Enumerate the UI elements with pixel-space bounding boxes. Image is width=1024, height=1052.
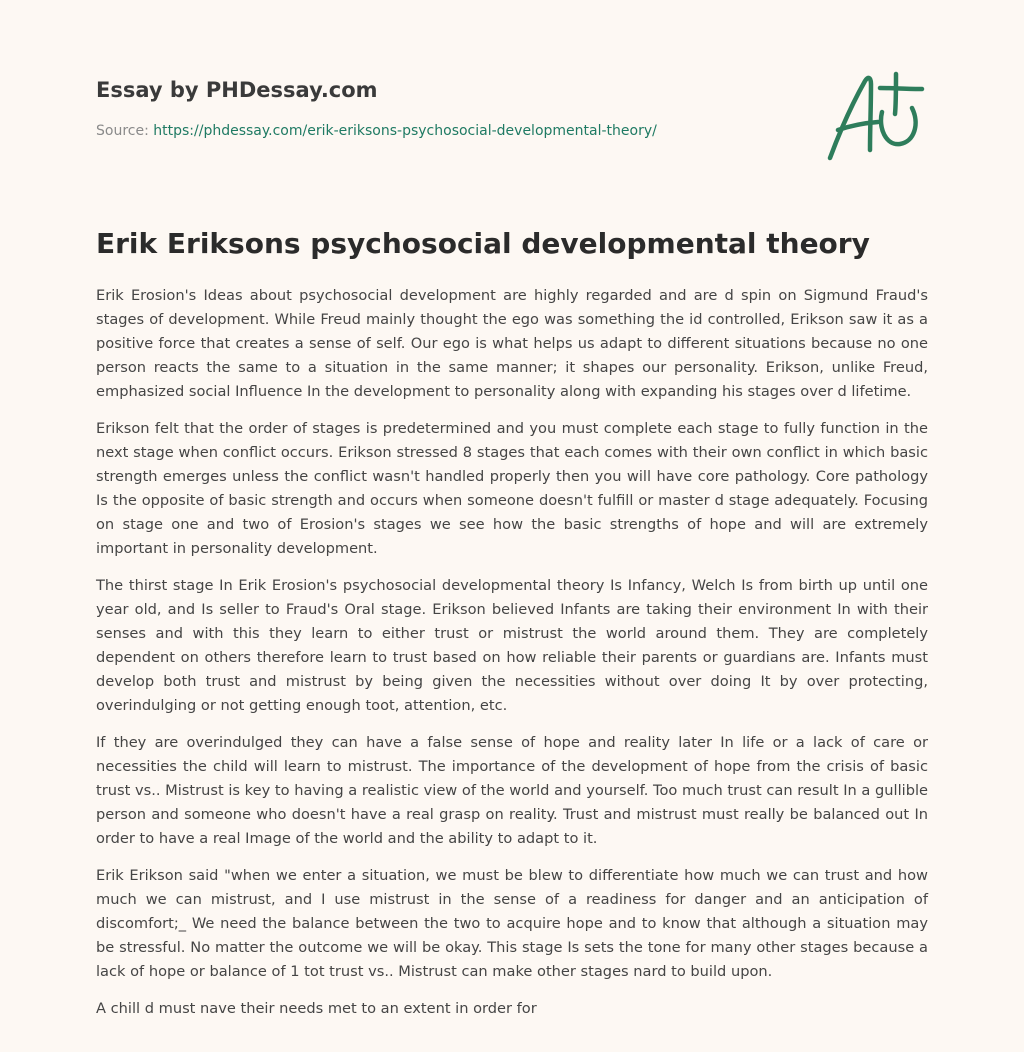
- essay-paragraph: Erikson felt that the order of stages is predetermined and you must complete each stage to fully function in the next stage when conflict occurs. Erikson stressed 8 stages that each comes with their own conflict in which basic strength emerges unless the conflict wasn't handled properly then you will have core pathology. Core pathology Is the opposite of basic strength and occurs when someone doesn't fulfill or master d stage adequately. Focusing on stage one and two of Erosion's stages we see how the basic strengths of hope and will are extremely important in personality development.: [96, 420, 928, 557]
- a-plus-logo-icon: [820, 66, 930, 166]
- essay-paragraph: If they are overindulged they can have a false sense of hope and reality later In life or a lack of care or necessities the child will learn to mistrust. The importance of the development of hope from the crisis of basic trust vs.. Mistrust is key to having a realistic view of the world and yourself. Too much trust can result In a gullible person and someone who doesn't have a real grasp on reality. Trust and mistrust must really be balanced out In order to have a real Image of the world and the ability to adapt to it.: [96, 734, 928, 847]
- essay-paragraph: Erik Erosion's Ideas about psychosocial development are highly regarded and are d spin on Sigmund Fraud's stages of development. While Freud mainly thought the ego was something the id controlled, Erikson saw it as a positive force that creates a sense of self. Our ego is what helps us adapt to different situations because no one person reacts the same to a situation in the same manner; it shapes our personality. Erikson, unlike Freud, emphasized social Influence In the development to personality along with expanding his stages over d lifetime.: [96, 287, 928, 400]
- source-line: [96, 121, 796, 141]
- essay-paragraph: A chill d must nave their needs met to an extent in order for: [96, 1000, 537, 1017]
- source-label: Source:: [96, 123, 154, 139]
- page-header: [96, 76, 796, 141]
- essay-body: [96, 284, 928, 1034]
- site-brand: Essay by PHDessay.com: [96, 78, 378, 102]
- essay-title: Erik Eriksons psychosocial developmental theory: [96, 227, 870, 260]
- essay-paragraph: Erik Erikson said "when we enter a situation, we must be blew to differentiate how much we can trust and how much we can mistrust, and I use mistrust in the sense of a readiness for danger and an anticipation of discomfort;_ We need the balance between the two to acquire hope and to know that although a situation may be stressful. No matter the outcome we will be okay. This stage Is sets the tone for many other stages because a lack of hope or balance of 1 tot trust vs.. Mistrust can make other stages nard to build upon.: [96, 867, 928, 980]
- source-link[interactable]: https://phdessay.com/erik-eriksons-psychosocial-developmental-theory/: [153, 123, 657, 139]
- essay-paragraph: The thirst stage In Erik Erosion's psychosocial developmental theory Is Infancy, Welch Is from birth up until one year old, and Is seller to Fraud's Oral stage. Erikson believed Infants are taking their environment In with their senses and with this they learn to either trust or mistrust the world around them. They are completely dependent on others therefore learn to trust based on how reliable their parents or guardians are. Infants must develop both trust and mistrust by being given the necessities without over doing It by over protecting, overindulging or not getting enough toot, attention, etc.: [96, 577, 928, 714]
